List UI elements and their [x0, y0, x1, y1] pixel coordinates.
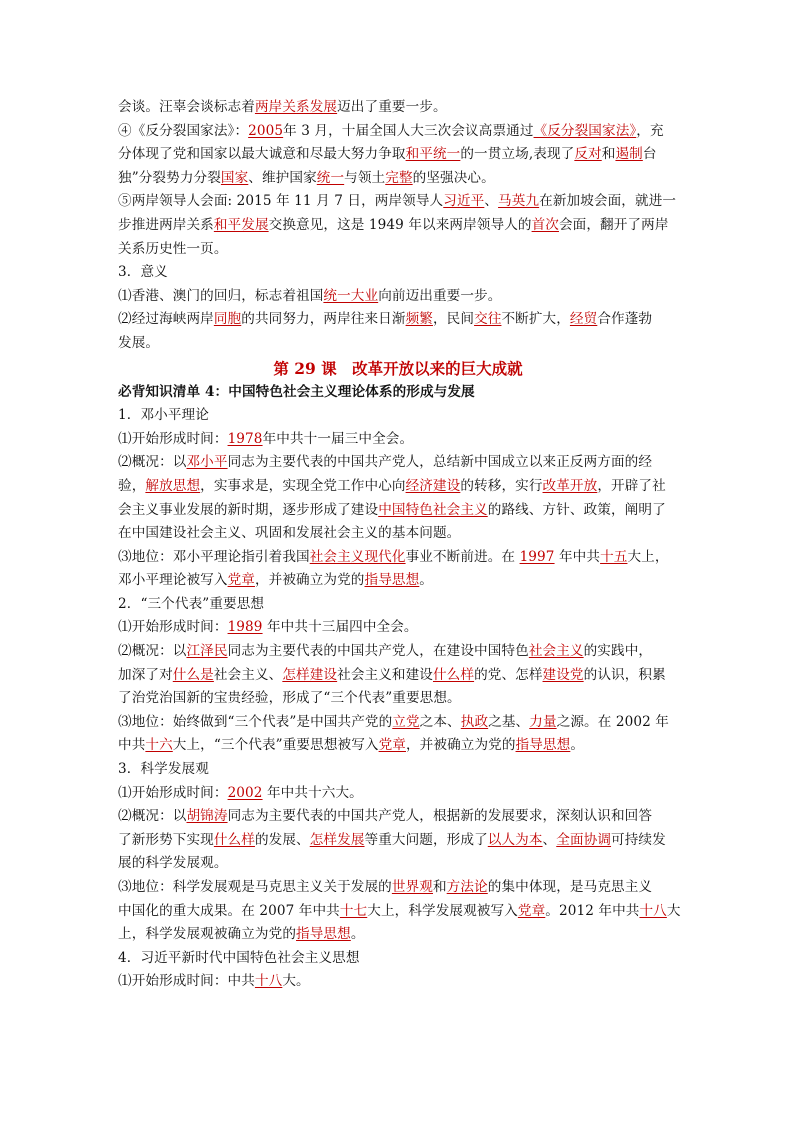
text-segment: 。: [419, 572, 433, 589]
text-line: [118, 332, 678, 356]
text-segment: 加深了对: [118, 666, 173, 683]
text-segment: 3．意义: [118, 264, 168, 281]
text-line: [118, 805, 678, 829]
text-segment: 年中共: [554, 548, 601, 565]
text-line: [118, 711, 678, 735]
highlighted-term: 习近平: [443, 193, 485, 210]
text-segment: ⑵概况：以: [118, 643, 187, 660]
text-segment: 迈出了重要一步。: [337, 99, 447, 115]
highlighted-term: 指导思想: [296, 926, 351, 943]
text-line: [118, 308, 678, 332]
text-segment: 2．“三个代表”重要思想: [118, 595, 265, 612]
text-line: [118, 285, 678, 309]
text-segment: 大上，: [627, 548, 669, 565]
text-segment: 的党、怎样: [474, 666, 543, 683]
text-segment: ，开辟了社: [597, 477, 666, 494]
text-segment: 和: [432, 879, 447, 895]
text-segment: 向前迈出重要一步。: [378, 287, 502, 304]
text-segment: 会面，翻开了两岸: [558, 216, 669, 233]
section-heading: 必背知识清单 4：中国特色社会主义理论体系的形成与发展: [118, 383, 475, 400]
highlighted-term: 党章: [227, 572, 255, 589]
text-segment: 。: [570, 737, 585, 754]
text-line: [118, 120, 678, 144]
text-segment: 。: [350, 926, 365, 943]
text-line: [118, 687, 678, 711]
text-line: [118, 876, 678, 900]
text-segment: 的集中体现，是马克思主义: [487, 879, 653, 895]
text-line: [118, 947, 678, 971]
text-segment: 了新形势下实现: [118, 831, 214, 848]
highlighted-term: 执政: [460, 713, 489, 730]
highlighted-term: 世界观: [391, 879, 433, 895]
text-segment: ⑵概况：以: [118, 454, 187, 471]
highlighted-term: 党章: [378, 737, 406, 754]
lesson-heading: 第 29 课 改革开放以来的巨大成就: [273, 358, 523, 378]
text-line: [118, 852, 678, 876]
text-line: [118, 546, 678, 570]
text-segment: 1．邓小平理论: [118, 407, 209, 424]
highlighted-term: 同胞: [213, 311, 242, 328]
text-segment: 大上，科学发展观被写入: [367, 902, 518, 919]
text-segment: ，民间: [432, 311, 475, 328]
text-segment: 合作蓬勃: [597, 311, 653, 328]
text-segment: 的一贯立场,表现了: [460, 146, 575, 163]
highlighted-term: 和平统一: [405, 146, 461, 163]
highlighted-term: 社会主义: [528, 643, 584, 660]
highlighted-term: 解放思想: [145, 477, 201, 494]
text-segment: ⑵概况：以: [118, 808, 187, 825]
text-segment: 上，科学发展观被确立为党的: [118, 926, 297, 943]
text-line: [118, 96, 678, 120]
text-line: [118, 143, 678, 167]
text-segment: 同志为主要代表的中国共产党人，根据新的发展要求，深刻认识和回答: [227, 808, 653, 825]
text-line: [118, 569, 678, 593]
highlighted-term: 《反分裂国家法》: [533, 122, 637, 139]
highlighted-term: 经济建设: [405, 477, 461, 494]
text-segment: 分体现了党和国家以最大诚意和尽最大努力争取: [118, 146, 406, 163]
text-segment: ⑴开始形成时间：中共: [118, 973, 255, 990]
highlighted-term: 经贸: [569, 311, 598, 328]
text-segment: 之本、: [419, 713, 461, 730]
text-line: [118, 900, 681, 924]
text-line: [118, 167, 678, 191]
text-segment: 验，: [118, 477, 146, 494]
highlighted-term: 1989: [227, 619, 263, 636]
highlighted-term: 十七: [339, 902, 368, 919]
highlighted-term: 力量: [529, 713, 557, 730]
text-segment: 会谈。汪辜会谈标志着: [118, 99, 255, 115]
highlighted-term: 怎样建设: [282, 666, 338, 683]
highlighted-term: 2002: [227, 784, 263, 801]
text-line: [118, 214, 678, 238]
highlighted-term: 全面协调: [556, 831, 612, 848]
text-segment: 的发展、: [254, 831, 310, 848]
text-segment: 展的科学发展观。: [118, 855, 228, 872]
highlighted-term: 建设党: [542, 666, 584, 683]
text-segment: 的坚强决心。: [412, 169, 495, 186]
text-segment: 4．习近平新时代中国特色社会主义思想: [118, 949, 360, 966]
text-segment: 的转移，实行: [460, 477, 543, 494]
highlighted-term: 改革开放: [542, 477, 598, 494]
text-segment: 社会主义和建设: [337, 666, 433, 683]
highlighted-term: 2005: [248, 122, 284, 139]
text-segment: ④《反分裂国家法》：: [118, 122, 249, 139]
highlighted-term: 以人为本: [487, 831, 543, 848]
text-line: [118, 616, 678, 640]
highlighted-term: 和平发展: [213, 216, 269, 233]
highlighted-term: 邓小平: [186, 454, 228, 471]
text-segment: 在新加坡会面，就进一: [539, 193, 677, 210]
text-segment: 、: [542, 831, 557, 848]
text-segment: ⑤两岸领导人会面: 2015 年 11 月 7 日，两岸领导人: [118, 193, 444, 210]
text-segment: 年中共十三届四中全会。: [262, 619, 418, 636]
text-segment: 中国化的重大成果。在 2007 年中共: [118, 902, 340, 919]
text-segment: 邓小平理论被写入: [118, 572, 228, 589]
text-segment: 、维护国家: [248, 169, 317, 186]
text-line: [118, 428, 678, 452]
highlighted-term: 立党: [392, 713, 420, 730]
highlighted-term: 指导思想: [364, 572, 420, 589]
text-segment: 同志为主要代表的中国共产党人，总结新中国成立以来正反两方面的经: [227, 454, 653, 471]
text-segment: 年中共十六大。: [262, 784, 363, 801]
text-line: [118, 404, 678, 428]
highlighted-term: 统一大业: [323, 287, 379, 304]
text-segment: 等重大问题，形成了: [364, 831, 488, 848]
highlighted-term: 什么是: [172, 666, 214, 683]
text-segment: 和: [601, 146, 616, 163]
text-segment: 交换意见，这是 1949 年以来两岸领导人的: [268, 216, 532, 233]
text-segment: 大。: [282, 973, 310, 990]
document-page: [118, 96, 681, 994]
text-segment: 同志为主要代表的中国共产党人，在建设中国特色: [227, 643, 529, 660]
text-line: [118, 522, 678, 546]
text-segment: 社会主义、: [213, 666, 283, 683]
text-segment: 之源。在 2002 年: [556, 713, 669, 730]
text-line: [118, 451, 678, 475]
highlighted-term: 完整: [385, 169, 413, 186]
highlighted-term: 方法论: [446, 879, 488, 895]
text-segment: 了治党治国新的宝贵经验，形成了“三个代表”重要思想。: [118, 690, 461, 707]
text-line: [118, 475, 678, 499]
highlighted-term: 什么样: [213, 831, 255, 848]
highlighted-term: 国家: [220, 169, 249, 186]
text-line: [118, 381, 678, 405]
highlighted-term: 1997: [519, 548, 555, 565]
text-segment: 与领土: [344, 169, 386, 186]
text-line: [118, 664, 678, 688]
text-segment: 大: [666, 902, 681, 919]
highlighted-term: 十八: [639, 902, 667, 919]
text-segment: 步推进两岸关系: [118, 216, 214, 233]
text-segment: 的实践中，: [583, 643, 653, 660]
text-segment: ⑶地位：科学发展观是马克思主义关于发展的: [118, 879, 392, 895]
highlighted-term: 指导思想: [515, 737, 571, 754]
text-segment: 、: [484, 193, 499, 210]
highlighted-term: 什么样: [432, 666, 475, 683]
highlighted-term: 江泽民: [186, 643, 228, 660]
highlighted-term: 两岸关系发展: [254, 99, 338, 115]
text-segment: 之基、: [488, 713, 530, 730]
highlighted-term: 十八: [254, 973, 283, 990]
text-line: [118, 782, 678, 806]
text-segment: 年 3 月，十届全国人大三次会议高票通过: [283, 122, 534, 139]
text-segment: 的路线、方针、政策，阐明了: [487, 501, 666, 518]
text-segment: 年中共十一届三中全会。: [262, 430, 414, 447]
highlighted-term: 中国特色社会主义: [378, 501, 488, 518]
text-line: [118, 734, 678, 758]
text-segment: ⑶地位：始终做到“三个代表”是中国共产党的: [118, 713, 393, 730]
text-segment: ⑴开始形成时间：: [118, 430, 228, 447]
text-line: [118, 261, 678, 285]
text-line: [118, 829, 678, 853]
text-line: [118, 758, 678, 782]
text-segment: 事业不断前进。在: [405, 548, 520, 565]
highlighted-term: 遏制: [615, 146, 643, 163]
highlighted-term: 十六: [145, 737, 173, 754]
highlighted-term: 交往: [474, 311, 502, 328]
text-segment: 的认识，积累: [583, 666, 666, 683]
text-segment: ，实事求是，实现全党工作中心向: [200, 477, 406, 494]
highlighted-term: 频繁: [405, 311, 433, 328]
highlighted-term: 胡锦涛: [186, 808, 228, 825]
text-segment: ⑵经过海峡两岸: [118, 311, 214, 328]
text-line: [118, 238, 678, 262]
highlighted-term: 首次: [531, 216, 559, 233]
highlighted-term: 社会主义现代化: [309, 548, 406, 565]
text-line: [118, 499, 678, 523]
text-segment: 3．科学发展观: [118, 761, 209, 778]
text-line: [118, 593, 678, 617]
text-segment: 独”分裂势力分裂: [118, 169, 221, 186]
text-segment: 关系历史性一页。: [118, 240, 228, 257]
text-segment: ，并被确立为党的: [254, 572, 365, 589]
text-segment: 在中国建设社会主义、巩固和发展社会主义的基本问题。: [118, 525, 461, 542]
text-segment: 发展。: [118, 334, 160, 351]
text-line: [118, 970, 678, 994]
text-segment: ⑶地位：邓小平理论指引着我国: [118, 548, 310, 565]
highlighted-term: 反对: [574, 146, 602, 163]
text-line: [118, 640, 678, 664]
text-line: [118, 923, 678, 947]
text-segment: 会主义事业发展的新时期，逐步形成了建设: [118, 501, 379, 518]
text-line: [118, 190, 678, 214]
text-segment: ，充: [636, 122, 664, 139]
text-segment: 可持续发: [611, 831, 666, 848]
text-segment: ⑴开始形成时间：: [118, 619, 228, 636]
text-segment: 台: [642, 146, 657, 163]
text-segment: ，并被确立为党的: [405, 737, 516, 754]
highlighted-term: 怎样发展: [309, 831, 365, 848]
text-segment: 不断扩大，: [501, 311, 570, 328]
text-segment: 。2012 年中共: [545, 902, 640, 919]
text-segment: 中共: [118, 737, 146, 754]
text-segment: ⑴香港、澳门的回归，标志着祖国: [118, 287, 324, 304]
highlighted-term: 马英九: [498, 193, 540, 210]
text-segment: 的共同努力，两岸往来日渐: [241, 311, 406, 328]
highlighted-term: 党章: [517, 902, 546, 919]
highlighted-term: 1978: [227, 430, 263, 447]
highlighted-term: 统一: [316, 169, 345, 186]
text-segment: 大上，“三个代表”重要思想被写入: [172, 737, 379, 754]
highlighted-term: 十五: [600, 548, 628, 565]
text-segment: ⑴开始形成时间：: [118, 784, 228, 801]
